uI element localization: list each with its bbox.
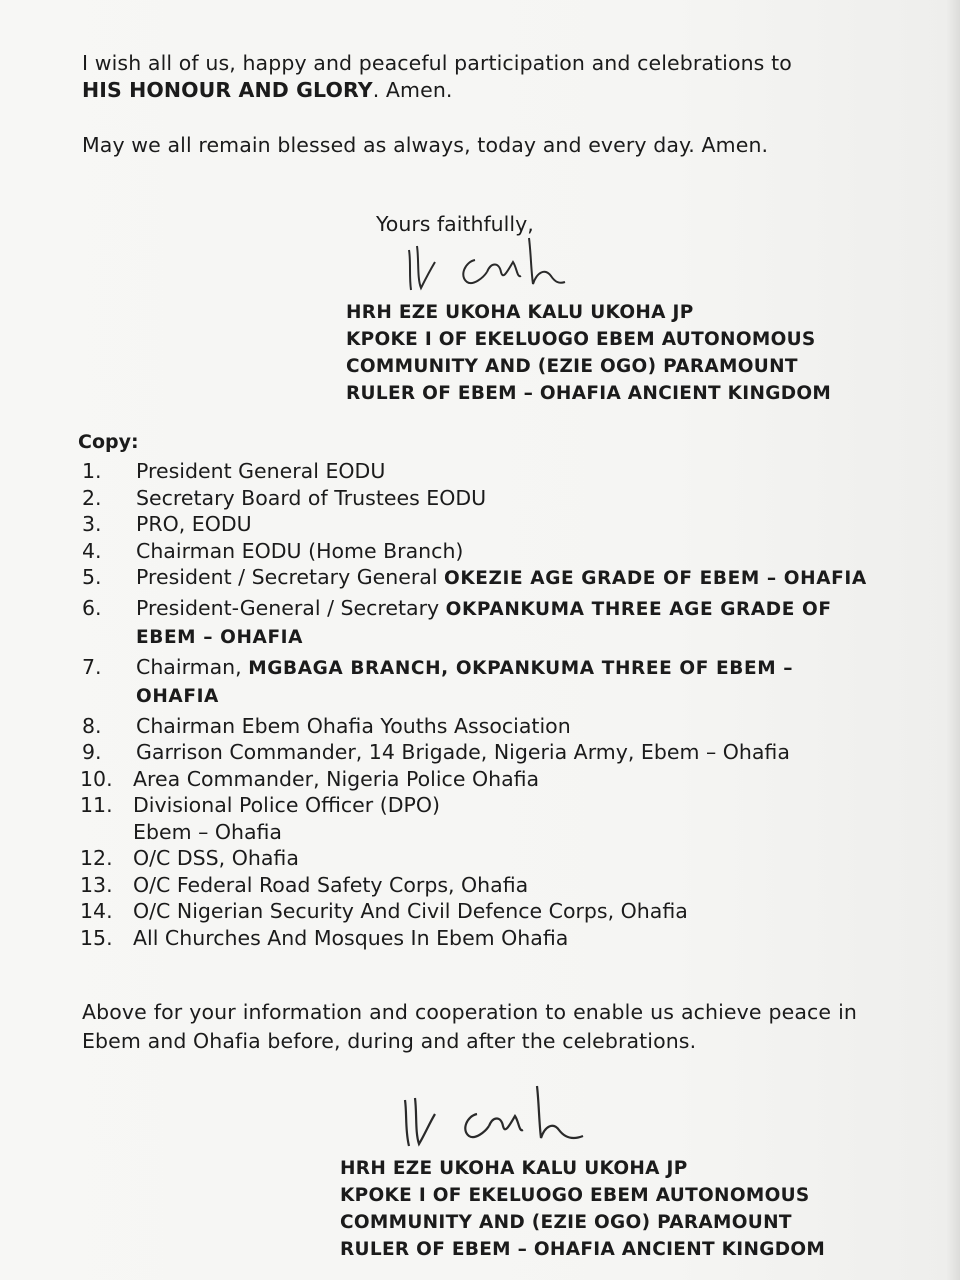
copy-item-text: President General EODU xyxy=(136,459,386,483)
copy-item xyxy=(80,713,870,740)
copy-item-number: 13. xyxy=(80,872,113,897)
signatory-name: HRH EZE UKOHA KALU UKOHA JP xyxy=(340,1158,688,1179)
copy-item xyxy=(80,654,870,711)
wish-paragraph xyxy=(82,50,872,104)
copy-item-number: 8. xyxy=(82,713,102,738)
signatory-name: HRH EZE UKOHA KALU UKOHA JP xyxy=(346,302,694,323)
copy-item-text: Chairman EODU (Home Branch) xyxy=(136,538,464,563)
copy-item-text: Divisional Police Officer (DPO) xyxy=(133,793,441,817)
copy-item-text: O/C Nigerian Security And Civil Defence Corps, Ohafia xyxy=(133,899,688,923)
copy-item-number: 2. xyxy=(82,485,102,510)
copy-item-text: Chairman Ebem Ohafia Youths Association xyxy=(136,713,571,738)
copy-item-text: Secretary Board of Trustees EODU xyxy=(136,485,487,510)
signatory-title-2: COMMUNITY AND (EZIE OGO) PARAMOUNT xyxy=(346,356,798,377)
copy-item-number: 1. xyxy=(82,459,102,483)
signatory-title-1: KPOKE I OF EKELUOGO EBEM AUTONOMOUS xyxy=(340,1185,810,1206)
copy-item xyxy=(80,872,870,899)
copy-item-text: Garrison Commander, 14 Brigade, Nigeria Army, Ebem – Ohafia xyxy=(136,740,790,764)
copy-item xyxy=(80,485,870,512)
signatory-title-1: KPOKE I OF EKELUOGO EBEM AUTONOMOUS xyxy=(346,329,816,350)
wish-bold-phrase: HIS HONOUR AND GLORY xyxy=(82,78,373,102)
copy-item xyxy=(80,564,870,593)
signatory-title-2: COMMUNITY AND (EZIE OGO) PARAMOUNT xyxy=(340,1212,792,1233)
copy-item-number: 10. xyxy=(80,766,113,791)
copy-item-text: President / Secretary General xyxy=(136,565,445,589)
copy-item xyxy=(80,845,870,872)
wish-tail: . Amen. xyxy=(372,78,453,102)
copy-heading: Copy: xyxy=(78,431,139,453)
copy-item xyxy=(80,925,870,952)
signature-2 xyxy=(393,1080,593,1160)
closing-salutation: Yours faithfully, xyxy=(376,212,534,236)
signatory-title-3: RULER OF EBEM – OHAFIA ANCIENT KINGDOM xyxy=(346,383,832,404)
copy-item-text: Chairman, xyxy=(136,654,249,679)
signature-1 xyxy=(395,232,575,302)
copy-item-number: 5. xyxy=(82,565,102,589)
copy-item-text: PRO, EODU xyxy=(136,512,252,536)
copy-item-number: 7. xyxy=(82,654,102,679)
copy-item-bold-text: OKPANKUMA THREE AGE GRADE OF EBEM – OHAFIA xyxy=(136,598,832,648)
wish-line: I wish all of us, happy and peaceful participation and celebrations to xyxy=(82,51,792,75)
copy-item xyxy=(80,538,870,565)
copy-item-bold-text: MGBAGA BRANCH, OKPANKUMA THREE OF EBEM – OHAFIA xyxy=(136,657,794,707)
copy-item xyxy=(80,458,870,485)
copy-item-text: O/C DSS, Ohafia xyxy=(133,846,299,870)
copy-item-bold-text: OKEZIE AGE GRADE OF EBEM – OHAFIA xyxy=(444,568,867,589)
signatory-block-1 xyxy=(346,299,831,407)
copy-item xyxy=(80,792,870,845)
copy-item xyxy=(80,898,870,925)
copy-item-number: 9. xyxy=(82,740,102,764)
copy-item-number: 14. xyxy=(80,899,113,923)
copy-item-text: President-General / Secretary xyxy=(136,595,446,620)
copy-item-number: 15. xyxy=(80,925,113,950)
copy-item xyxy=(80,766,870,793)
copy-item-number: 4. xyxy=(82,538,102,563)
copy-item-text: Area Commander, Nigeria Police Ohafia xyxy=(133,766,540,791)
copy-item-text: O/C Federal Road Safety Corps, Ohafia xyxy=(133,872,529,897)
copy-item xyxy=(80,739,870,766)
copy-item-number: 3. xyxy=(82,512,102,536)
blessing-paragraph: May we all remain blessed as always, today and every day. Amen. xyxy=(82,133,769,157)
copy-list xyxy=(80,458,870,951)
copy-item xyxy=(80,595,870,652)
closing-paragraph: Above for your information and cooperation to enable us achieve peace in Ebem and Ohafia before, during and after the celebrations. xyxy=(82,1000,857,1053)
copy-item-text-line2: Ebem – Ohafia xyxy=(133,819,282,844)
copy-item-text: All Churches And Mosques In Ebem Ohafia xyxy=(133,925,569,950)
signatory-title-3: RULER OF EBEM – OHAFIA ANCIENT KINGDOM xyxy=(340,1239,826,1260)
signatory-block-2 xyxy=(340,1155,825,1263)
copy-item-number: 6. xyxy=(82,595,102,620)
page-edge-shadow xyxy=(946,0,960,1280)
copy-item-number: 12. xyxy=(80,846,113,870)
copy-item-number: 11. xyxy=(80,793,113,817)
copy-item xyxy=(80,511,870,538)
